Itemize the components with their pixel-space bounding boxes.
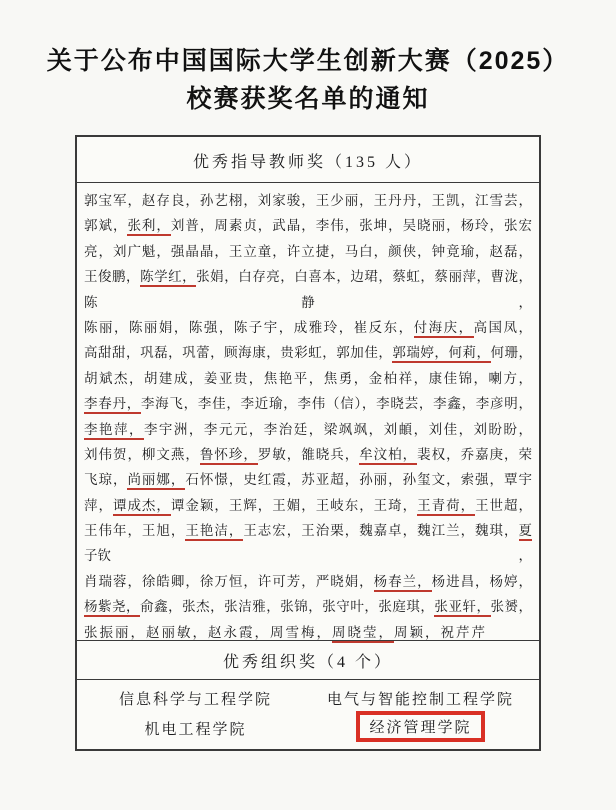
names-text: 飞琼， — [84, 472, 128, 488]
red-underlined-name: 何莉， — [448, 345, 490, 363]
name-line — [84, 391, 532, 416]
names-text: 李宇洲，李元元，李治廷，梁飒飒，刘頔，刘佳，刘盼盼， — [143, 421, 532, 437]
red-underlined-name: 王艳洁， — [185, 523, 243, 541]
name-line — [84, 290, 532, 315]
notice-title-line-2: 校赛获奖名单的通知 — [186, 85, 430, 113]
red-underlined-name: 李艳萍， — [84, 422, 144, 440]
names-text: ， — [518, 294, 532, 310]
names-text: 张娟，白存亮，白喜本，边珺，蔡虹，蔡丽萍，曹泷， — [196, 269, 532, 285]
names-text: 郭宝军，赵存良，孙艺栩，刘家骏，王少丽，王丹丹，王凯，江雪芸， — [84, 193, 532, 208]
college-name: 信息科学与工程学院 — [118, 692, 272, 709]
names-text: 周颖，祝芹芹 — [394, 624, 487, 640]
names-text: 胡斌杰，胡建成，姜亚贵，焦艳平，焦勇，金柏祥，康佳锦，喇方， — [84, 370, 532, 386]
names-text: 高国凤， — [473, 319, 532, 335]
teacher-award-names — [77, 183, 539, 641]
red-underlined-name: 周晓莹， — [332, 625, 394, 643]
name-line — [84, 188, 532, 213]
names-text: 郭斌， — [84, 218, 128, 234]
names-text: 陈丽，陈丽娟，陈强，陈子宇，成雅玲，崔反东， — [84, 319, 414, 335]
name-line — [84, 239, 532, 264]
names-text: 王伟年，王旭， — [84, 523, 186, 539]
red-underlined-name: 陈学红， — [140, 269, 196, 287]
names-text: 裴权，乔嘉庚，荣 — [417, 446, 532, 462]
names-text: 罗敏，雒晓兵， — [257, 446, 360, 462]
college-cell — [327, 688, 514, 709]
name-line — [84, 620, 532, 645]
college-name-red-boxed: 经济管理学院 — [356, 711, 484, 742]
names-text: 石怀憬，史红霞，苏亚超，孙丽，孙玺文，索强，覃宇 — [185, 472, 532, 488]
notice-title-line-1: 关于公布中国国际大学生创新大赛（2025） — [46, 47, 570, 75]
award-table — [75, 135, 541, 751]
red-underlined-name: 夏 — [519, 523, 532, 541]
name-line — [84, 264, 532, 289]
names-text: 静 — [301, 294, 315, 310]
name-line — [84, 442, 532, 467]
red-underlined-name: 牟汶柏， — [359, 447, 417, 465]
names-text: ， — [518, 548, 532, 564]
red-underlined-name: 王青荷， — [417, 498, 475, 516]
document-page — [0, 42, 616, 810]
red-underlined-name: 张利， — [127, 218, 170, 236]
red-underlined-name: 张亚轩， — [434, 599, 490, 617]
names-text: 王志宏，王治栗，魏嘉卓，魏江兰，魏琪， — [243, 523, 519, 539]
names-text: 肖瑞蓉，徐皓卿，徐万恒，许可芳，严晓娟， — [84, 573, 374, 589]
names-text: 张赟， — [490, 599, 532, 615]
names-text: 李海飞，李佳，李近瑜，李伟（信），李晓芸，李鑫，李彦明， — [140, 396, 532, 412]
red-underlined-name: 尚丽娜， — [127, 472, 185, 490]
names-text: 王俊鹏， — [84, 269, 141, 285]
names-text: 谭金颖，王辉，王媚，王岐东，王琦， — [170, 497, 418, 513]
teacher-award-header: 优秀指导教师奖（135 人） — [77, 137, 539, 183]
name-line — [84, 569, 532, 594]
name-line — [84, 340, 532, 365]
names-text: 王世超， — [475, 497, 532, 513]
names-text: 陈 — [84, 294, 98, 310]
college-cell — [144, 718, 246, 739]
names-text: 张振丽，赵丽敏，赵永霞，周雪梅， — [84, 624, 332, 640]
notice-title — [30, 42, 586, 118]
college-cell — [119, 688, 272, 709]
name-line — [84, 366, 532, 391]
red-underlined-name: 子钦 — [84, 543, 111, 568]
names-text: 杨进昌，杨婷， — [431, 573, 532, 589]
red-underlined-name: 郭瑞婷， — [392, 345, 448, 363]
red-underlined-name: 鲁怀珍， — [200, 447, 258, 465]
name-line — [84, 315, 532, 340]
org-award-header: 优秀组织奖（4 个） — [77, 641, 539, 680]
names-text: 俞鑫，张杰，张洁雅，张锦，张守叶，张庭琪， — [140, 599, 435, 615]
red-underlined-name: 李春丹， — [84, 396, 141, 414]
name-line — [84, 467, 532, 492]
college-name: 电气与智能控制工程学院 — [326, 692, 514, 709]
red-underlined-name: 杨紫尧， — [84, 599, 140, 617]
name-line — [84, 213, 532, 238]
names-text: 何珊， — [490, 345, 532, 361]
names-text: 刘伟贺，柳文燕， — [84, 446, 200, 462]
college-cell — [356, 716, 484, 740]
college-name: 机电工程学院 — [144, 721, 247, 738]
org-award-grid — [77, 680, 539, 749]
name-line — [84, 417, 532, 442]
names-text: 高甜甜，巩磊，巩蕾，顾海康，贵彩虹，郭加佳， — [84, 345, 393, 361]
names-text: 萍， — [84, 497, 113, 513]
red-underlined-name: 杨春兰， — [374, 574, 432, 592]
names-text: 亮，刘广魁，强晶晶，王立童，许立捷，马白，颜侠，钟竟瑜，赵磊， — [84, 243, 532, 259]
name-line — [84, 543, 532, 568]
name-line — [84, 493, 532, 518]
name-line — [84, 594, 532, 619]
red-underlined-name: 谭成杰， — [113, 498, 171, 516]
red-underlined-name: 付海庆， — [414, 320, 474, 338]
name-line — [84, 518, 532, 543]
names-text: 刘普，周素贞，武晶，李伟，张坤，吴晓丽，杨玲，张宏 — [170, 218, 532, 234]
